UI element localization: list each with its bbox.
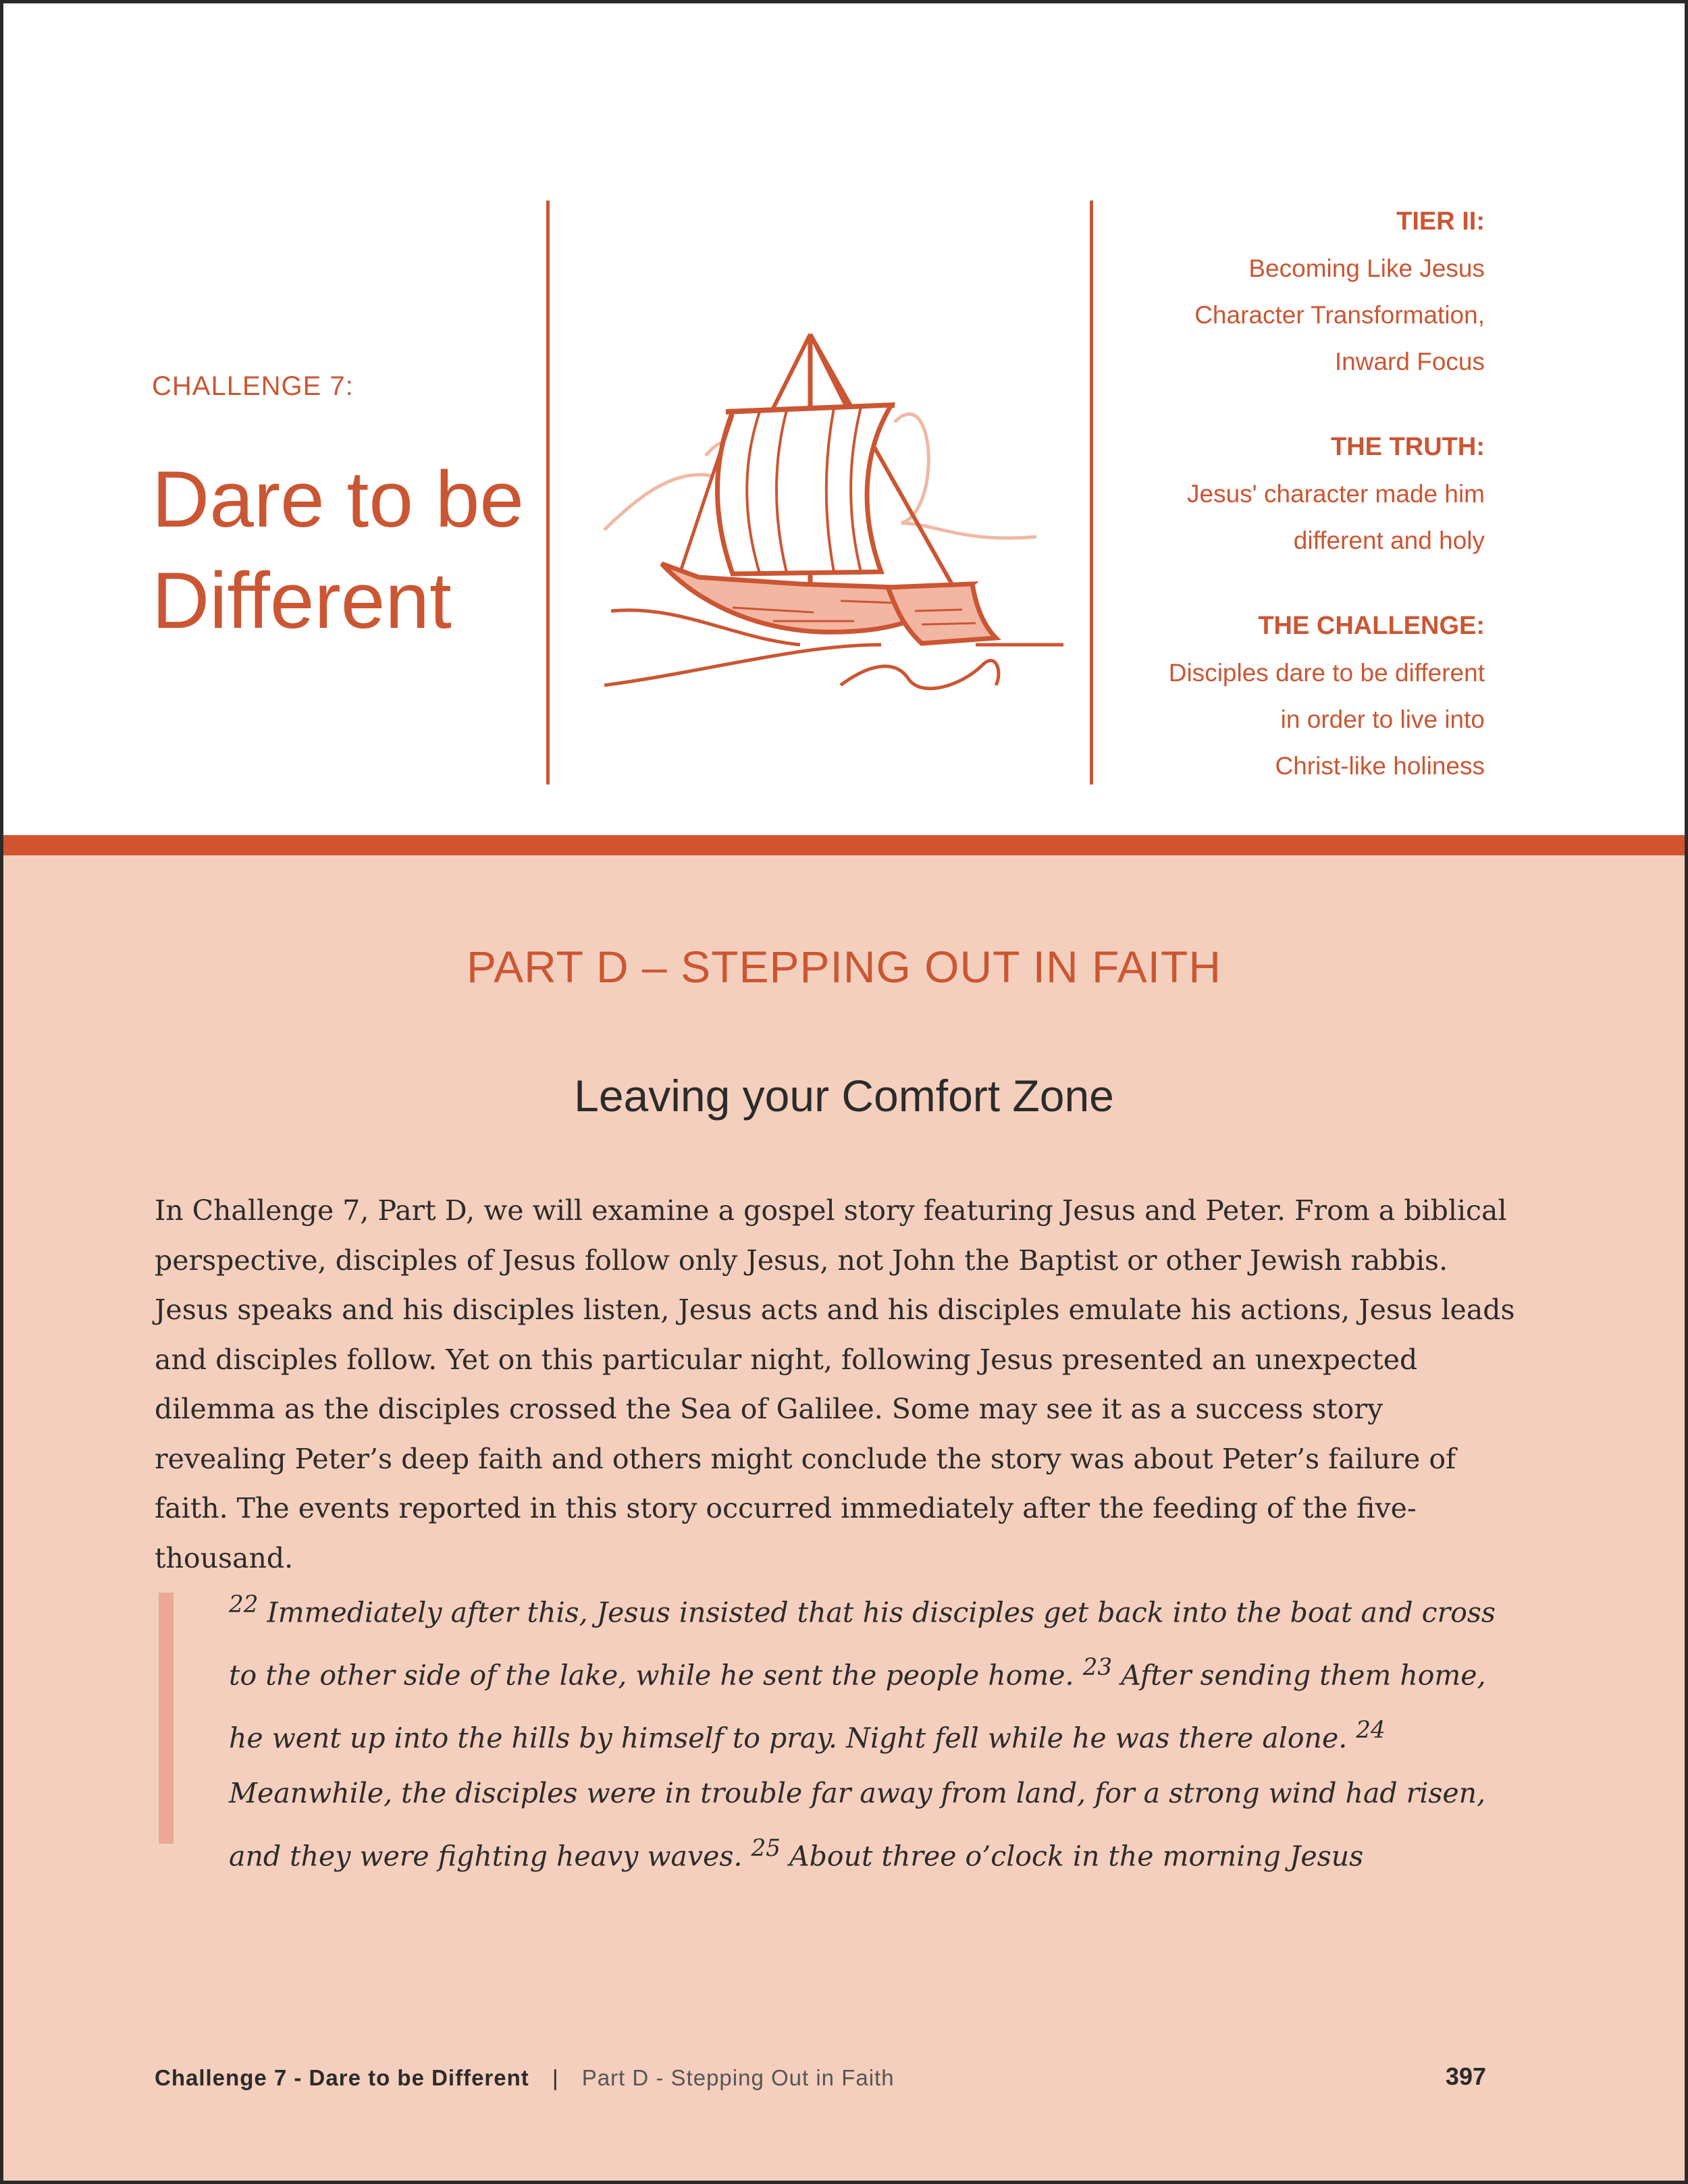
blockquote-bar [159, 1593, 174, 1844]
challenge-line: Christ-like holiness [1275, 752, 1485, 780]
challenge-title-line: Different [152, 556, 452, 645]
verse-text: Immediately after this, Jesus insisted that his disciples get back into the boat and cross to the other side of the lake, while he sent the people home. [229, 1596, 1496, 1692]
intro-paragraph: In Challenge 7, Part D, we will examine a gospel story featuring Jesus and Peter. From a biblical perspective, disciples of Jesus follow only Jesus, not John the Baptist or other Jewish rabbis. Jesus speaks and his disciples listen, Jesus acts and his disciples emulate his actions, Jesus leads and disciples follow. Yet on this particular night, following Jesus presented an unexpected dilemma as the disciples crossed the Sea of Galilee. Some may see it as a success story revealing Peter’s deep faith and others might conclude the story was about Peter’s failure of faith. The events reported in this story occurred immediately after the feeding of the five-thousand. [155, 1194, 1515, 1574]
running-footer [155, 2065, 895, 2091]
truth-block [1012, 423, 1485, 564]
sailboat-on-waves-icon [598, 321, 1070, 726]
challenge-title [152, 449, 524, 651]
verse-number: 24 [1356, 1717, 1386, 1744]
verse-text: About three o’clock in the morning Jesus [781, 1840, 1364, 1873]
challenge-line: Disciples dare to be different [1168, 659, 1485, 687]
footer-separator: | [552, 2065, 559, 2090]
challenge-line: in order to live into [1280, 705, 1485, 733]
vertical-divider-left [546, 201, 550, 784]
verse-number: 22 [229, 1591, 259, 1618]
verse-text: Meanwhile, the disciples were in trouble far away from land, for a strong wind had risen, and they were fighting heavy waves. [229, 1777, 1486, 1873]
part-heading: PART D – STEPPING OUT IN FAITH [466, 942, 1221, 992]
challenge-block [1012, 602, 1485, 789]
tier-line: Character Transformation, [1194, 301, 1485, 329]
section-body [3, 855, 1685, 2184]
tier-line: Inward Focus [1334, 348, 1485, 375]
challenge-info-column [1012, 198, 1485, 828]
verse-number: 25 [751, 1834, 781, 1862]
chapter-header [3, 3, 1685, 835]
truth-heading: THE TRUTH: [1331, 433, 1485, 461]
sub-heading: Leaving your Comfort Zone [574, 1071, 1114, 1121]
page-number: 397 [1445, 2062, 1486, 2090]
verse-number: 23 [1082, 1654, 1113, 1682]
tier-heading: TIER II: [1396, 207, 1485, 236]
truth-line: Jesus' character made him [1187, 480, 1485, 508]
verse-text: After sending them home, he went up into the hills by himself to pray. Night fell while he was there alone. [229, 1659, 1486, 1755]
challenge-heading: THE CHALLENGE: [1258, 612, 1485, 640]
challenge-label: CHALLENGE 7: [152, 371, 354, 401]
scripture-quote [229, 1578, 1498, 1884]
footer-chapter: Challenge 7 - Dare to be Different [155, 2065, 529, 2090]
tier-block [1012, 198, 1485, 385]
challenge-title-line: Dare to be [152, 455, 524, 544]
accent-band [3, 835, 1685, 855]
truth-line: different and holy [1293, 527, 1485, 554]
tier-line: Becoming Like Jesus [1248, 255, 1485, 282]
footer-section: Part D - Stepping Out in Faith [581, 2065, 895, 2090]
